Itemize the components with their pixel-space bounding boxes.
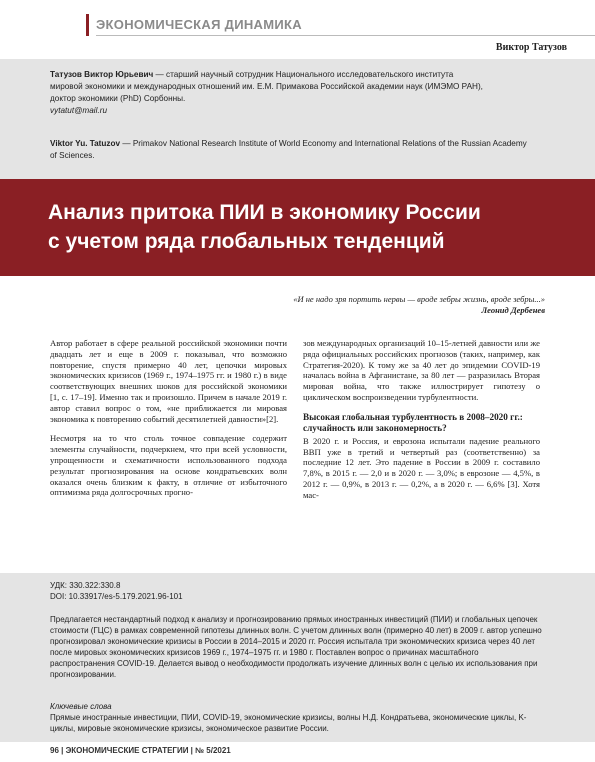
author-desc-ru-1: — старший научный сотрудник Национального исследовательского института bbox=[153, 70, 454, 79]
abstract-text: Предлагается нестандартный подход к анализу и прогнозированию прямых иностранных инвестиций (ПИИ) и глобальных цепочек стоимости (ГЦС) в рамках современной гипотезы длинных волн. С учетом длинных волн (примерно 40 лет) в 2009 г. автор успешно прогнозировал экономические кризисы в России в 2014–2015 и 2020 гг. Россия испытала три экономических кризиса через 40 лет после мировых экономических кризисов 1969 г., 1974–1975 гг. и 1980 г. Поставлен вопрос о причинах масштабного распространения COVID-19. Делается вывод о необходимости продолжать изучение длинных волн с целью их использования при прогнозировании. bbox=[50, 615, 542, 679]
author-name-ru: Татузов Виктор Юрьевич bbox=[50, 70, 154, 79]
page-footer: 96 | ЭКОНОМИЧЕСКИЕ СТРАТЕГИИ | № 5/2021 bbox=[50, 746, 231, 755]
body-column-right bbox=[303, 338, 540, 510]
body-column-left bbox=[50, 338, 287, 507]
section-accent-bar bbox=[86, 14, 89, 36]
keywords-text: Прямые иностранные инвестиции, ПИИ, COVID-19, экономические кризисы, волны Н.Д. Кондратьева, экономические циклы, K-циклы, мировые экономические кризисы, экономическое развитие России. bbox=[50, 713, 527, 733]
article-title-line-2: с учетом ряда глобальных тенденций bbox=[48, 230, 445, 253]
author-info-panel bbox=[0, 59, 595, 179]
doi-code: DOI: 10.33917/es-5.179.2021.96-101 bbox=[50, 592, 183, 601]
author-info-en bbox=[50, 138, 540, 162]
body-paragraph: Несмотря на то что столь точное совпадение содержит элементы случайности, подчеркнем, что при всей условности, упрощенности и схематичности использованного подхода результат прогнозирования на основе кондратьевских волн оказался очень близким к факту, в отличие от избыточного оптимизма ряда долгосрочных прогно- bbox=[50, 433, 287, 498]
body-paragraph: Автор работает в сфере реальной российской экономики почти двадцать лет и еще в 2009 г. показывал, что возможно повторение, спустя примерно 40 лет, цепочки мировых экономических кризисов (1969 г., 1974–1975 гг. и 1980 г.) в виде соответствующих внешних шоков для российской экономики [1, с. 17–19]. Именно так и произошло. Причем в начале 2019 г. автор ставил вопрос о том, «не приближается ли мировая экономика к повторению событий десятилетней давности»[2]. bbox=[50, 338, 287, 424]
keywords-label: Ключевые слова bbox=[50, 702, 112, 711]
body-paragraph: зов международных организаций 10–15-летней давности или же ряда официальных российских прогнозов (таких, например, как Стратегия-2020). К тому же за 40 лет до эпидемии COVID-19 началась война в Афганистане, за 80 лет — разразилась Вторая мировая война, что также иллюстрирует гипотезу о циклическом воспроизведении турбулентности. bbox=[303, 338, 540, 402]
body-paragraph: В 2020 г. и Россия, и еврозона испытали падение реального ВВП уже в третий и четвертый раз (соответственно) за последние 12 лет. Это падение в России в 2009 г. составило 7,8%, в 2015 г. — 2,0 и в 2020 г. — 3,0%; в еврозоне — 4,5%, в 2012 г. — 0,9%, в 2013 г. — 0,2%, а в 2020 г. — 6,6% [3]. Хотя мас- bbox=[303, 435, 540, 500]
section-divider bbox=[96, 35, 595, 36]
epigraph-author: Леонид Дербенев bbox=[481, 305, 545, 315]
article-title bbox=[48, 198, 568, 256]
author-desc-en-2: of Sciences. bbox=[50, 151, 95, 160]
epigraph bbox=[293, 294, 545, 316]
section-header bbox=[86, 14, 595, 36]
article-title-line-1: Анализ притока ПИИ в экономику России bbox=[48, 201, 481, 224]
author-info-ru bbox=[50, 69, 540, 117]
author-email[interactable]: vytatut@mail.ru bbox=[50, 106, 107, 115]
udc-code: УДК: 330.322:330.8 bbox=[50, 581, 121, 590]
author-desc-en-1: — Primakov National Research Institute of World Economy and International Relations of the Russian Academy bbox=[120, 139, 527, 148]
author-desc-ru-3: доктор экономики (PhD) Сорбонны. bbox=[50, 94, 186, 103]
author-desc-ru-2: мировой экономики и международных отношений им. Е.М. Примакова Российской академии наук (ИМЭМО РАН), bbox=[50, 82, 483, 91]
section-heading: Высокая глобальная турбулентность в 2008–2020 гг.: случайность или закономерность? bbox=[303, 411, 523, 433]
author-name-en: Viktor Yu. Tatuzov bbox=[50, 139, 121, 148]
abstract-panel bbox=[0, 573, 595, 742]
section-title: ЭКОНОМИЧЕСКАЯ ДИНАМИКА bbox=[96, 17, 302, 32]
epigraph-quote: «И не надо зря портить нервы — вроде зебры жизнь, вроде зебры...» bbox=[293, 294, 545, 304]
header-author: Виктор Татузов bbox=[495, 42, 567, 53]
